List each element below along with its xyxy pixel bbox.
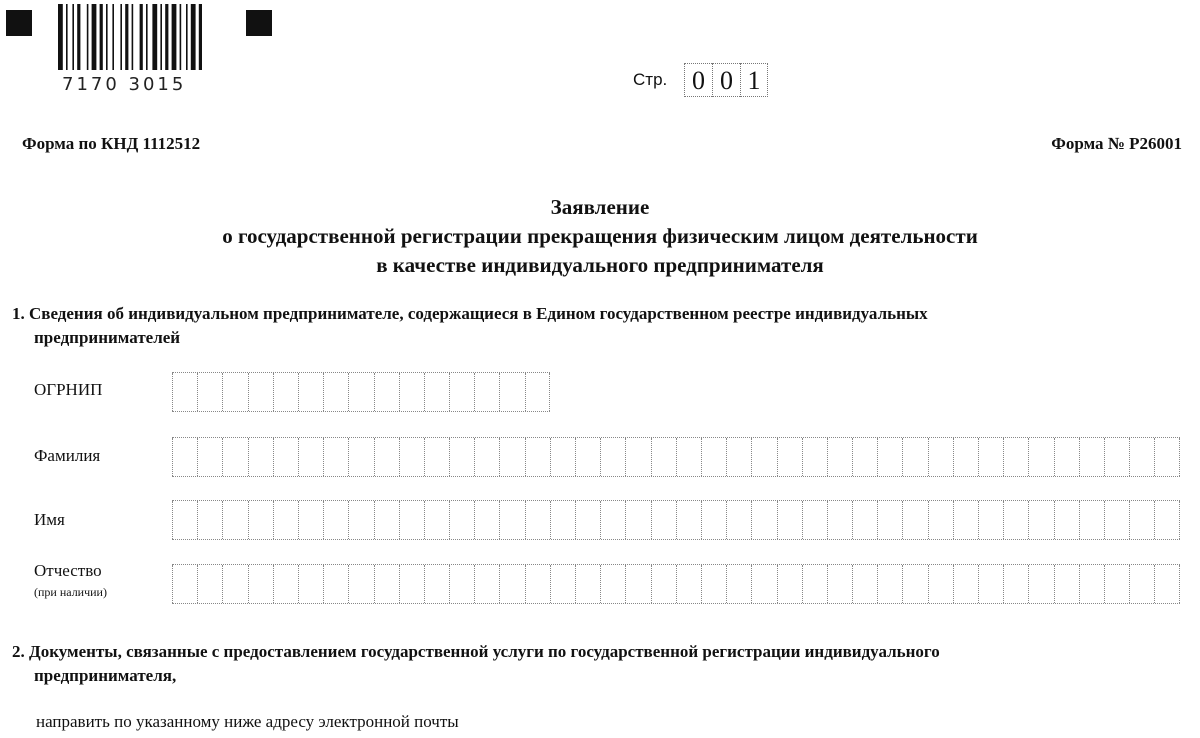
input-cell[interactable]	[273, 501, 298, 539]
input-cell[interactable]	[172, 501, 197, 539]
input-cell[interactable]	[877, 438, 902, 476]
input-cell[interactable]	[248, 501, 273, 539]
input-cell[interactable]	[928, 565, 953, 603]
input-cell[interactable]	[802, 438, 827, 476]
barcode-bar	[106, 4, 108, 70]
barcode-bar	[172, 4, 177, 70]
input-cell[interactable]	[1003, 438, 1028, 476]
barcode-bar	[132, 4, 134, 70]
input-cell[interactable]	[550, 565, 575, 603]
barcode-bar	[77, 4, 80, 70]
ogrnip-input[interactable]	[172, 372, 550, 412]
input-cell[interactable]	[600, 565, 625, 603]
input-cell[interactable]	[222, 565, 247, 603]
barcode-number: 7170 3015	[62, 74, 187, 95]
page-label: Стр.	[633, 70, 668, 89]
input-cell[interactable]	[1054, 501, 1079, 539]
document-title: Заявление	[550, 195, 650, 219]
input-cell[interactable]	[575, 501, 600, 539]
input-cell[interactable]	[197, 565, 222, 603]
input-cell[interactable]	[777, 565, 802, 603]
input-cell[interactable]	[298, 501, 323, 539]
input-cell[interactable]	[399, 565, 424, 603]
document-subtitle-line1: о государственной регистрации прекращения физическим лицом деятельности	[222, 224, 978, 248]
input-cell[interactable]	[525, 565, 550, 603]
input-cell[interactable]	[399, 373, 424, 411]
input-cell[interactable]	[701, 438, 726, 476]
barcode-bar	[140, 4, 143, 70]
barcode-bar	[66, 4, 68, 70]
input-cell[interactable]	[953, 438, 978, 476]
input-cell[interactable]	[374, 565, 399, 603]
barcode-bar	[100, 4, 103, 70]
page-number-cells	[684, 63, 768, 97]
input-cell[interactable]	[902, 501, 927, 539]
input-cell[interactable]	[651, 501, 676, 539]
barcode-bar	[160, 4, 162, 70]
input-cell[interactable]	[474, 438, 499, 476]
input-cell[interactable]	[1129, 501, 1154, 539]
input-cell[interactable]	[1129, 438, 1154, 476]
document-subtitle-line2: в качестве индивидуального предпринимателя	[376, 253, 824, 277]
input-cell[interactable]	[525, 438, 550, 476]
input-cell[interactable]	[449, 565, 474, 603]
barcode-bar	[87, 4, 89, 70]
input-cell[interactable]	[827, 438, 852, 476]
input-cell[interactable]	[197, 501, 222, 539]
input-cell[interactable]	[1104, 501, 1129, 539]
input-cell[interactable]	[374, 373, 399, 411]
input-cell[interactable]	[172, 373, 197, 411]
barcode-bar	[112, 4, 114, 70]
input-cell[interactable]	[348, 501, 373, 539]
input-cell[interactable]	[1054, 438, 1079, 476]
input-cell[interactable]	[525, 501, 550, 539]
section2-heading	[12, 640, 1192, 688]
name-input[interactable]	[172, 500, 1180, 540]
input-cell[interactable]	[172, 438, 197, 476]
input-cell[interactable]	[323, 501, 348, 539]
input-cell[interactable]	[701, 565, 726, 603]
input-cell[interactable]	[978, 501, 1003, 539]
barcode-bar	[58, 4, 63, 70]
input-cell[interactable]	[902, 565, 927, 603]
input-cell[interactable]	[222, 373, 247, 411]
form-knd-code: Форма по КНД 1112512	[22, 134, 201, 153]
input-cell[interactable]	[1154, 438, 1179, 476]
input-cell[interactable]	[928, 438, 953, 476]
email-instruction: направить по указанному ниже адресу электронной почты	[36, 712, 459, 731]
input-cell[interactable]	[424, 565, 449, 603]
page-digit: 0	[684, 63, 712, 97]
barcode-bar	[186, 4, 188, 70]
input-cell[interactable]	[777, 501, 802, 539]
input-cell[interactable]	[625, 565, 650, 603]
patronymic-input[interactable]	[172, 564, 1180, 604]
input-cell[interactable]	[172, 565, 197, 603]
input-cell[interactable]	[525, 373, 550, 411]
input-cell[interactable]	[751, 565, 776, 603]
patronymic-sublabel: (при наличии)	[34, 585, 107, 599]
input-cell[interactable]	[1154, 501, 1179, 539]
input-cell[interactable]	[550, 438, 575, 476]
input-cell[interactable]	[726, 438, 751, 476]
barcode-bar	[165, 4, 168, 70]
input-cell[interactable]	[499, 373, 524, 411]
input-cell[interactable]	[197, 438, 222, 476]
input-cell[interactable]	[575, 438, 600, 476]
barcode-bar	[191, 4, 196, 70]
input-cell[interactable]	[953, 501, 978, 539]
input-cell[interactable]	[852, 565, 877, 603]
input-cell[interactable]	[651, 438, 676, 476]
input-cell[interactable]	[953, 565, 978, 603]
section1-heading	[12, 302, 1192, 350]
input-cell[interactable]	[273, 565, 298, 603]
input-cell[interactable]	[575, 565, 600, 603]
input-cell[interactable]	[273, 438, 298, 476]
input-cell[interactable]	[348, 438, 373, 476]
input-cell[interactable]	[499, 438, 524, 476]
input-cell[interactable]	[600, 501, 625, 539]
input-cell[interactable]	[550, 501, 575, 539]
input-cell[interactable]	[273, 373, 298, 411]
input-cell[interactable]	[827, 565, 852, 603]
corner-marker-right	[246, 10, 272, 36]
barcode-bar	[120, 4, 122, 70]
input-cell[interactable]	[1003, 565, 1028, 603]
input-cell[interactable]	[827, 501, 852, 539]
surname-label: Фамилия	[34, 446, 101, 465]
input-cell[interactable]	[651, 565, 676, 603]
input-cell[interactable]	[197, 373, 222, 411]
input-cell[interactable]	[978, 565, 1003, 603]
form-number: Форма № Р26001	[1051, 134, 1182, 153]
barcode-bar	[92, 4, 97, 70]
input-cell[interactable]	[248, 373, 273, 411]
input-cell[interactable]	[399, 438, 424, 476]
input-cell[interactable]	[751, 438, 776, 476]
input-cell[interactable]	[1079, 501, 1104, 539]
input-cell[interactable]	[676, 565, 701, 603]
input-cell[interactable]	[298, 565, 323, 603]
input-cell[interactable]	[1154, 565, 1179, 603]
input-cell[interactable]	[222, 438, 247, 476]
page-digit: 0	[712, 63, 740, 97]
input-cell[interactable]	[1104, 438, 1129, 476]
input-cell[interactable]	[802, 565, 827, 603]
input-cell[interactable]	[1028, 438, 1053, 476]
input-cell[interactable]	[726, 565, 751, 603]
input-cell[interactable]	[449, 373, 474, 411]
barcode-bar	[152, 4, 157, 70]
input-cell[interactable]	[701, 501, 726, 539]
input-cell[interactable]	[852, 438, 877, 476]
barcode-bar	[146, 4, 148, 70]
input-cell[interactable]	[424, 438, 449, 476]
input-cell[interactable]	[877, 565, 902, 603]
ogrnip-label: ОГРНИП	[34, 380, 103, 399]
input-cell[interactable]	[676, 438, 701, 476]
page-digit: 1	[740, 63, 768, 97]
input-cell[interactable]	[877, 501, 902, 539]
input-cell[interactable]	[424, 373, 449, 411]
barcode-bar	[72, 4, 74, 70]
input-cell[interactable]	[248, 438, 273, 476]
input-cell[interactable]	[399, 501, 424, 539]
input-cell[interactable]	[449, 501, 474, 539]
input-cell[interactable]	[298, 438, 323, 476]
input-cell[interactable]	[625, 501, 650, 539]
input-cell[interactable]	[726, 501, 751, 539]
input-cell[interactable]	[348, 565, 373, 603]
name-label: Имя	[34, 510, 65, 529]
input-cell[interactable]	[777, 438, 802, 476]
input-cell[interactable]	[625, 438, 650, 476]
corner-marker-left	[6, 10, 32, 36]
barcode-bar	[180, 4, 182, 70]
input-cell[interactable]	[374, 501, 399, 539]
input-cell[interactable]	[474, 501, 499, 539]
input-cell[interactable]	[474, 565, 499, 603]
input-cell[interactable]	[1054, 565, 1079, 603]
barcode-bar	[125, 4, 128, 70]
input-cell[interactable]	[323, 565, 348, 603]
input-cell[interactable]	[1129, 565, 1154, 603]
input-cell[interactable]	[374, 438, 399, 476]
input-cell[interactable]	[751, 501, 776, 539]
section2-heading-line1: 2. Документы, связанные с предоставлением государственной услуги по государственной регистрации индивидуального	[12, 642, 940, 661]
input-cell[interactable]	[348, 373, 373, 411]
input-cell[interactable]	[1079, 565, 1104, 603]
input-cell[interactable]	[298, 373, 323, 411]
input-cell[interactable]	[676, 501, 701, 539]
input-cell[interactable]	[323, 373, 348, 411]
section1-heading-line2: предпринимателей	[34, 328, 181, 347]
barcode-bar	[199, 4, 202, 70]
input-cell[interactable]	[424, 501, 449, 539]
input-cell[interactable]	[323, 438, 348, 476]
input-cell[interactable]	[1079, 438, 1104, 476]
input-cell[interactable]	[1028, 565, 1053, 603]
input-cell[interactable]	[449, 438, 474, 476]
section1-heading-line1: 1. Сведения об индивидуальном предпринимателе, содержащиеся в Едином государственном реестре индивидуальных	[12, 304, 928, 323]
input-cell[interactable]	[1028, 501, 1053, 539]
input-cell[interactable]	[1104, 565, 1129, 603]
input-cell[interactable]	[222, 501, 247, 539]
input-cell[interactable]	[802, 501, 827, 539]
surname-input[interactable]	[172, 437, 1180, 477]
input-cell[interactable]	[499, 501, 524, 539]
input-cell[interactable]	[852, 501, 877, 539]
input-cell[interactable]	[499, 565, 524, 603]
input-cell[interactable]	[978, 438, 1003, 476]
input-cell[interactable]	[600, 438, 625, 476]
input-cell[interactable]	[474, 373, 499, 411]
input-cell[interactable]	[902, 438, 927, 476]
input-cell[interactable]	[248, 565, 273, 603]
section2-heading-line2: предпринимателя,	[34, 666, 177, 685]
barcode	[58, 4, 218, 72]
input-cell[interactable]	[1003, 501, 1028, 539]
input-cell[interactable]	[928, 501, 953, 539]
patronymic-label: Отчество	[34, 561, 102, 580]
